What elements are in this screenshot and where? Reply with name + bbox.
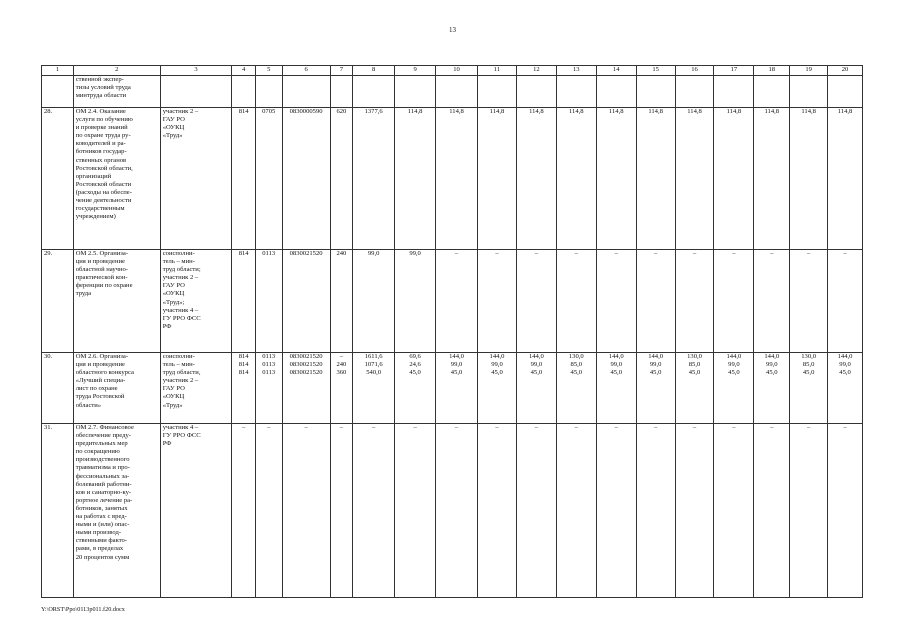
total-amount: 1377,6: [353, 108, 395, 250]
year-amount: –: [828, 250, 863, 353]
row-number: 29.: [42, 250, 74, 353]
budget-table: [41, 65, 863, 598]
year-amount: 114,8: [436, 108, 478, 250]
year-amount: –: [675, 250, 714, 353]
executor: соисполни- тель – мин- труд области, участник 2 – ГАУ РО «ОУКЦ «Труд»: [160, 353, 232, 424]
column-header: 7: [330, 66, 353, 76]
column-header: 16: [675, 66, 714, 76]
year-amount: –: [516, 250, 556, 353]
year-amount: 144,0 99,0 45,0: [828, 353, 863, 424]
year-amount: 114,8: [636, 108, 675, 250]
year-amount: –: [556, 250, 596, 353]
year-amount: 114,8: [714, 108, 754, 250]
year-amount: 99,0: [395, 250, 436, 353]
year-amount: –: [478, 250, 517, 353]
csr-code: 0830000590: [282, 108, 330, 250]
column-header: 12: [516, 66, 556, 76]
column-header: 18: [754, 66, 790, 76]
column-header: 8: [353, 66, 395, 76]
year-amount: 114,8: [828, 108, 863, 250]
csr-code: 0830021520 0830021520 0830021520: [282, 353, 330, 424]
activity-name: ОМ 2.6. Организа- ция и проведение областного конкурса «Лучший специа- лист по охране труда Ростовской области»: [73, 353, 160, 424]
year-amount: –: [596, 250, 636, 353]
year-amount: –: [790, 424, 828, 598]
table-row: [42, 353, 863, 424]
year-amount: 114,8: [754, 108, 790, 250]
grbs-code: 814 814 814: [232, 353, 256, 424]
rzpr-code: 0113 0113 0113: [255, 353, 282, 424]
column-header: 9: [395, 66, 436, 76]
year-amount: –: [675, 424, 714, 598]
column-header: 3: [160, 66, 232, 76]
table-row: [42, 250, 863, 353]
year-amount: –: [636, 250, 675, 353]
vr-code: –: [330, 424, 353, 598]
year-amount: 69,6 24,6 45,0: [395, 353, 436, 424]
year-amount: 144,0 99,0 45,0: [516, 353, 556, 424]
executor: соисполни- тель – мин- труд области; участник 2 – ГАУ РО «ОУКЦ «Труд»; участник 4 – ГУ РРО ФСС РФ: [160, 250, 232, 353]
year-amount: –: [636, 424, 675, 598]
column-header: 20: [828, 66, 863, 76]
year-amount: –: [714, 424, 754, 598]
year-amount: 130,0 85,0 45,0: [556, 353, 596, 424]
year-amount: –: [395, 424, 436, 598]
year-amount: –: [436, 424, 478, 598]
table-body: [42, 66, 863, 598]
year-amount: –: [516, 424, 556, 598]
year-amount: –: [828, 424, 863, 598]
year-amount: 114,8: [790, 108, 828, 250]
total-amount: –: [353, 424, 395, 598]
year-amount: 114,8: [478, 108, 517, 250]
column-header: 1: [42, 66, 74, 76]
activity-name: ОМ 2.4. Оказание услуги по обучению и проверке знаний по охране труда ру- ководителей и ра- ботников государ- ственных органов Ростовской области, организаций Ростовской области (расходы на обеспе- чение деятельности государственным учреждением): [73, 108, 160, 250]
year-amount: 144,0 99,0 45,0: [714, 353, 754, 424]
year-amount: –: [596, 424, 636, 598]
year-amount: 144,0 99,0 45,0: [636, 353, 675, 424]
column-header-row: [42, 66, 863, 76]
row-number: 30.: [42, 353, 74, 424]
executor: участник 2 – ГАУ РО «ОУКЦ «Труд»: [160, 108, 232, 250]
row-number: 31.: [42, 424, 74, 598]
year-amount: –: [754, 250, 790, 353]
column-header: 13: [556, 66, 596, 76]
document-file-path: Y:\ORST\Ppo\0113p011.f20.docx: [41, 606, 125, 613]
year-amount: 114,8: [516, 108, 556, 250]
activity-name: ОМ 2.7. Финансовое обеспечение преду- предительных мер по сокращению производственного травматизма и про- фессиональных за- болеваний работни- ков и санаторно-ку- рортное лечение ра- ботников, занятых на работах с вред- ными и (или) опас- ными производ- ственными факто- рами, в пределах 20 процентов сумм: [73, 424, 160, 598]
column-header: 5: [255, 66, 282, 76]
rzpr-code: –: [255, 424, 282, 598]
executor: участник 4 – ГУ РРО ФСС РФ: [160, 424, 232, 598]
year-amount: –: [714, 250, 754, 353]
year-amount: 130,0 85,0 45,0: [790, 353, 828, 424]
year-amount: 114,8: [596, 108, 636, 250]
column-header: 6: [282, 66, 330, 76]
year-amount: 144,0 99,0 45,0: [754, 353, 790, 424]
column-header: 10: [436, 66, 478, 76]
column-header: 15: [636, 66, 675, 76]
row-number: 28.: [42, 108, 74, 250]
vr-code: 620: [330, 108, 353, 250]
total-amount: 99,0: [353, 250, 395, 353]
rzpr-code: 0705: [255, 108, 282, 250]
year-amount: 130,0 85,0 45,0: [675, 353, 714, 424]
column-header: 14: [596, 66, 636, 76]
year-amount: 144,0 99,0 45,0: [478, 353, 517, 424]
column-header: 19: [790, 66, 828, 76]
continuation-row: [42, 76, 863, 108]
year-amount: –: [754, 424, 790, 598]
total-amount: 1611,6 1071,6 540,0: [353, 353, 395, 424]
activity-name: ОМ 2.5. Организа- ция и проведение областной научно- практической кон- ференции по охране труда: [73, 250, 160, 353]
vr-code: 240: [330, 250, 353, 353]
continuation-description: ственной экспер- тизы условий труда минтруда области: [73, 76, 160, 108]
grbs-code: –: [232, 424, 256, 598]
year-amount: –: [436, 250, 478, 353]
table-row: [42, 424, 863, 598]
year-amount: 114,8: [675, 108, 714, 250]
column-header: 17: [714, 66, 754, 76]
column-header: 11: [478, 66, 517, 76]
grbs-code: 814: [232, 250, 256, 353]
rzpr-code: 0113: [255, 250, 282, 353]
year-amount: –: [790, 250, 828, 353]
year-amount: –: [556, 424, 596, 598]
year-amount: 144,0 99,0 45,0: [596, 353, 636, 424]
column-header: 2: [73, 66, 160, 76]
year-amount: 144,0 99,0 45,0: [436, 353, 478, 424]
year-amount: 114,8: [395, 108, 436, 250]
csr-code: –: [282, 424, 330, 598]
year-amount: –: [478, 424, 517, 598]
table-row: [42, 108, 863, 250]
csr-code: 0830021520: [282, 250, 330, 353]
vr-code: – 240 360: [330, 353, 353, 424]
grbs-code: 814: [232, 108, 256, 250]
page-number: 13: [449, 26, 456, 34]
year-amount: 114,8: [556, 108, 596, 250]
column-header: 4: [232, 66, 256, 76]
